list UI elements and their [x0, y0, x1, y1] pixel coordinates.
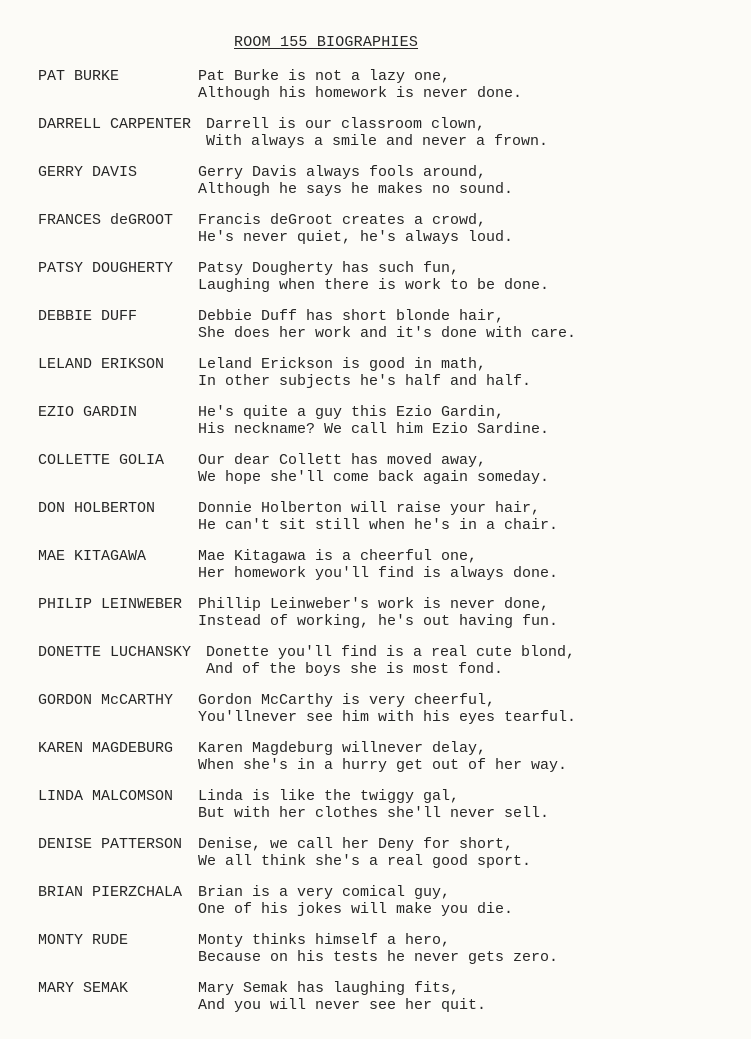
student-name: GERRY DAVIS: [38, 164, 138, 181]
verse-line1: Debbie Duff has short blonde hair,: [198, 308, 505, 325]
verse-line1: Mae Kitagawa is a cheerful one,: [198, 548, 478, 565]
student-name: KAREN MAGDEBURG: [38, 740, 174, 757]
student-name: PHILIP LEINWEBER: [38, 596, 183, 613]
verse-line1: Pat Burke is not a lazy one,: [198, 68, 451, 85]
student-name: LINDA MALCOMSON: [38, 788, 174, 805]
verse-line2: In other subjects he's half and half.: [198, 373, 532, 390]
student-name: MARY SEMAK: [38, 980, 129, 997]
student-name: GORDON McCARTHY: [38, 692, 174, 709]
verse-line2: When she's in a hurry get out of her way.: [198, 757, 568, 774]
verse-line1: Gordon McCarthy is very cheerful,: [198, 692, 496, 709]
student-name: MONTY RUDE: [38, 932, 129, 949]
verse-line2: He's never quiet, he's always loud.: [198, 229, 514, 246]
student-name: DON HOLBERTON: [38, 500, 156, 517]
verse-line1: Monty thinks himself a hero,: [198, 932, 451, 949]
verse-line2: We all think she's a real good sport.: [198, 853, 532, 870]
student-name: PAT BURKE: [38, 68, 120, 85]
verse-line2: Instead of working, he's out having fun.: [198, 613, 559, 630]
verse-line1: Mary Semak has laughing fits,: [198, 980, 460, 997]
verse-line1: Darrell is our classroom clown,: [206, 116, 486, 133]
student-name: DENISE PATTERSON: [38, 836, 183, 853]
verse-line1: Francis deGroot creates a crowd,: [198, 212, 487, 229]
verse-line1: He's quite a guy this Ezio Gardin,: [198, 404, 505, 421]
student-name: EZIO GARDIN: [38, 404, 138, 421]
verse-line2: He can't sit still when he's in a chair.: [198, 517, 559, 534]
verse-line1: Karen Magdeburg willnever delay,: [198, 740, 487, 757]
student-name: FRANCES deGROOT: [38, 212, 174, 229]
page-title: ROOM 155 BIOGRAPHIES: [234, 34, 419, 51]
student-name: COLLETTE GOLIA: [38, 452, 165, 469]
verse-line1: Brian is a very comical guy,: [198, 884, 451, 901]
verse-line2: She does her work and it's done with care.: [198, 325, 577, 342]
verse-line2: Because on his tests he never gets zero.: [198, 949, 559, 966]
verse-line1: Patsy Dougherty has such fun,: [198, 260, 460, 277]
verse-line1: Leland Erickson is good in math,: [198, 356, 487, 373]
verse-line1: Our dear Collett has moved away,: [198, 452, 487, 469]
verse-line1: Donette you'll find is a real cute blond,: [206, 644, 576, 661]
verse-line2: Laughing when there is work to be done.: [198, 277, 550, 294]
student-name: MAE KITAGAWA: [38, 548, 147, 565]
verse-line2: Her homework you'll find is always done.: [198, 565, 559, 582]
verse-line1: Gerry Davis always fools around,: [198, 164, 487, 181]
verse-line1: Donnie Holberton will raise your hair,: [198, 500, 541, 517]
student-name: DEBBIE DUFF: [38, 308, 138, 325]
verse-line2: With always a smile and never a frown.: [206, 133, 549, 150]
verse-line2: One of his jokes will make you die.: [198, 901, 514, 918]
student-name: DONETTE LUCHANSKY: [38, 644, 192, 661]
student-name: BRIAN PIERZCHALA: [38, 884, 183, 901]
verse-line2: We hope she'll come back again someday.: [198, 469, 550, 486]
verse-line2: And you will never see her quit.: [198, 997, 487, 1014]
verse-line2: And of the boys she is most fond.: [206, 661, 504, 678]
student-name: LELAND ERIKSON: [38, 356, 165, 373]
verse-line2: His neckname? We call him Ezio Sardine.: [198, 421, 550, 438]
verse-line1: Phillip Leinweber's work is never done,: [198, 596, 550, 613]
student-name: DARRELL CARPENTER: [38, 116, 192, 133]
verse-line2: Although he says he makes no sound.: [198, 181, 514, 198]
verse-line2: Although his homework is never done.: [198, 85, 523, 102]
verse-line1: Linda is like the twiggy gal,: [198, 788, 460, 805]
verse-line2: But with her clothes she'll never sell.: [198, 805, 550, 822]
student-name: PATSY DOUGHERTY: [38, 260, 174, 277]
verse-line1: Denise, we call her Deny for short,: [198, 836, 514, 853]
verse-line2: You'llnever see him with his eyes tearful.: [198, 709, 577, 726]
